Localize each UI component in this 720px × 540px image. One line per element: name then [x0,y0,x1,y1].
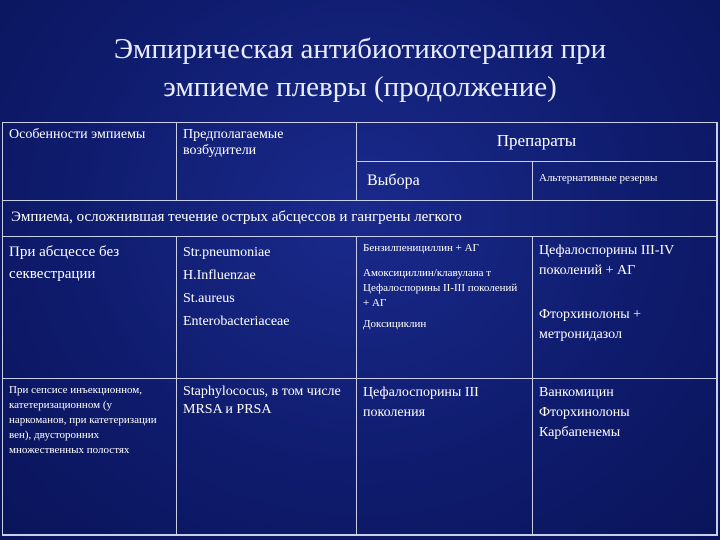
row2-choice-text: Цефалоспорины III поколения [363,385,479,420]
row1-feature [3,237,177,379]
row1-alt-2: Фторхинолоны + метронидазол [539,307,642,342]
therapy-table [2,122,718,536]
row1-pathogen-1: Str.pneumoniae [183,245,271,260]
row2-pathogens [177,379,357,535]
row1-choice [357,237,533,379]
header-features-text: Особенности эмпиемы [9,127,146,142]
row2-alternative [533,379,717,535]
title-line-1: Эмпирическая антибиотикотерапия при [113,33,607,65]
row1-pathogen-3: St.aureus [183,291,235,306]
row1-choice-2: Амоксициллин/клавулана т [363,267,492,279]
row1-choice-3: Цефалоспорины II-III поколений + АГ [363,282,518,309]
header-alternative-text: Альтернативные резервы [539,172,658,184]
header-alternative [533,161,717,201]
header-drugs-text: Препараты [496,131,577,150]
header-pathogens [177,123,357,201]
row1-pathogen-4: Enterobacteriaceae [183,314,290,329]
section-row [3,201,717,237]
row1-feature-text: При абсцессе без секвестрации [9,244,120,282]
row2-feature-text: При сепсисе инъекционном, катетеризационном (у наркоманов, при катетеризации вен), двусторонних множественных полостях [9,384,157,456]
row1-choice-4: Доксициклин [363,318,427,330]
section-title: Эмпиема, осложнившая течение острых абсцессов и гангрены легкого [11,209,462,225]
row2-alt-1: Ванкомицин [539,385,614,400]
row1-pathogens [177,237,357,379]
title-line-2: эмпиеме плевры (продолжение) [163,71,557,103]
row1-choice-1: Бензилпенициллин + АГ [363,242,479,254]
header-features [3,123,177,201]
row1-alternative [533,237,717,379]
header-drugs [357,123,717,161]
slide-title [40,30,680,106]
row2-alt-2: Фторхинолоны [539,405,630,420]
header-choice-text: Выбора [367,172,420,189]
header-choice [357,161,533,201]
row2-feature [3,379,177,535]
row2-alt-3: Карбапенемы [539,425,621,440]
row2-pathogens-text: Staphylococus, в том числе MRSA и PRSA [183,384,341,417]
header-pathogens-text: Предполагаемые возбудители [183,127,284,158]
row1-pathogen-2: H.Influenzae [183,268,256,283]
row2-choice [357,379,533,535]
row1-alt-1: Цефалоспорины III-IV поколений + АГ [539,243,675,278]
